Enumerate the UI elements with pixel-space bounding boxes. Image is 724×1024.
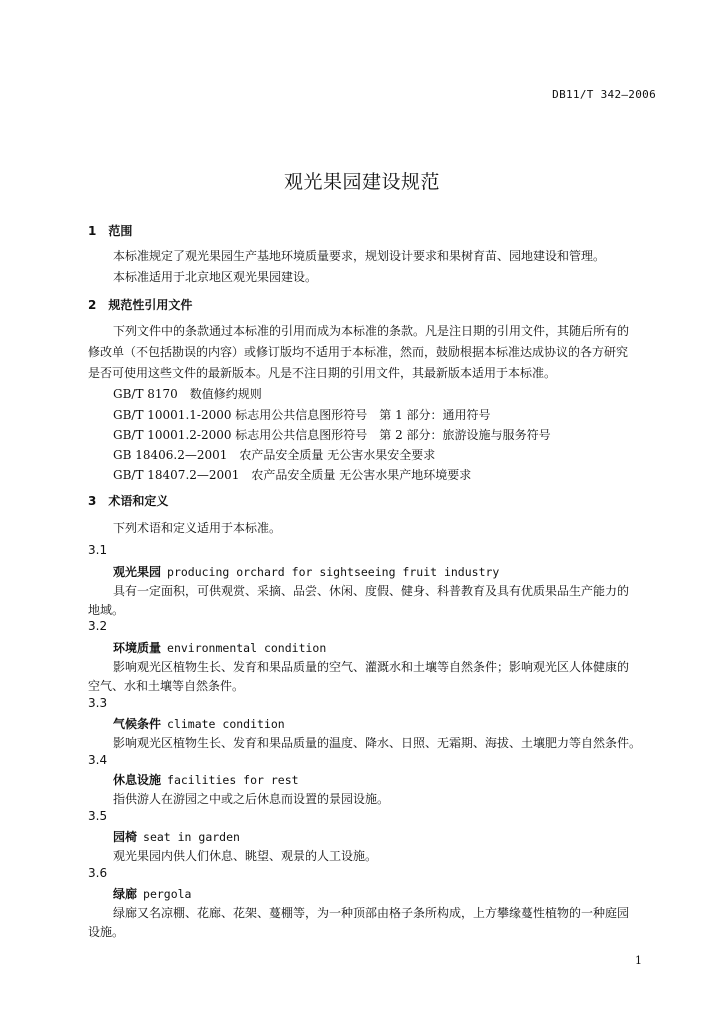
definition-line: 观光果园内供人们休息、眺望、观景的人工设施。 (113, 849, 378, 863)
definition-line: 设施。 (88, 925, 125, 939)
section-number: 3 (88, 494, 97, 508)
paragraph-line: 是否可使用这些文件的最新版本。凡是不注日期的引用文件，其最新版本适用于本标准。 (88, 366, 557, 380)
page-number: 1 (635, 954, 642, 967)
section-number: 1 (88, 224, 97, 238)
reference-item: GB/T 18407.2—2001 农产品安全质量 无公害水果产地环境要求 (113, 468, 472, 482)
term-entry (113, 885, 191, 902)
term-entry (113, 639, 326, 656)
reference-item: GB 18406.2—2001 农产品安全质量 无公害水果安全要求 (113, 448, 436, 462)
definition-line: 地域。 (88, 603, 125, 617)
definition-line: 绿廊又名凉棚、花廊、花架、蔓棚等，为一种顶部由格子条所构成，上方攀缘蔓性植物的一种庭园 (113, 906, 630, 920)
term-zh: 气候条件 (113, 717, 162, 731)
term-en: facilities for rest (167, 773, 299, 787)
definition-line: 影响观光区植物生长、发育和果品质量的空气、灌溉水和土壤等自然条件；影响观光区人体健康的 (113, 660, 630, 674)
section-number: 2 (88, 298, 97, 312)
definition-line: 指供游人在游园之中或之后休息而设置的景园设施。 (113, 792, 390, 806)
clause-number: 3.2 (88, 619, 108, 633)
term-entry (113, 715, 285, 732)
document-title: 观光果园建设规范 (283, 171, 440, 193)
section-1-heading (88, 222, 132, 239)
term-en: seat in garden (143, 830, 240, 844)
term-zh: 休息设施 (113, 773, 162, 787)
section-title: 规范性引用文件 (108, 298, 193, 312)
clause-number: 3.6 (88, 866, 108, 880)
section-3-heading (88, 492, 168, 509)
term-zh: 园椅 (113, 830, 138, 844)
definition-line: 具有一定面积，可供观赏、采摘、品尝、休闲、度假、健身、科普教育及具有优质果品生产能力的 (113, 584, 630, 598)
clause-number: 3.3 (88, 696, 108, 710)
term-entry (113, 771, 299, 788)
term-zh: 绿廊 (113, 887, 138, 901)
reference-item: GB/T 10001.2-2000 标志用公共信息图形符号 第 2 部分：旅游设施与服务符号 (113, 428, 551, 442)
clause-number: 3.4 (88, 753, 108, 767)
standard-code: DB11/T 342—2006 (552, 88, 656, 101)
paragraph: 本标准适用于北京地区观光果园建设。 (113, 270, 318, 284)
definition-line: 空气、水和土壤等自然条件。 (88, 679, 245, 693)
paragraph: 本标准规定了观光果园生产基地环境质量要求，规划设计要求和果树育苗、园地建设和管理。 (113, 249, 606, 263)
clause-number: 3.1 (88, 543, 108, 557)
term-en: producing orchard for sightseeing fruit industry (167, 565, 500, 579)
section-title: 范围 (108, 224, 133, 238)
term-zh: 观光果园 (113, 565, 162, 579)
paragraph: 下列术语和定义适用于本标准。 (113, 521, 282, 535)
term-entry (113, 563, 499, 580)
paragraph-line: 修改单（不包括勘误的内容）或修订版均不适用于本标准，然而，鼓励根据本标准达成协议的各方研究 (88, 345, 629, 359)
term-entry (113, 828, 240, 845)
term-en: environmental condition (167, 641, 327, 655)
paragraph-line: 下列文件中的条款通过本标准的引用而成为本标准的条款。凡是注日期的引用文件，其随后所有的 (113, 324, 630, 338)
reference-item: GB/T 10001.1-2000 标志用公共信息图形符号 第 1 部分：通用符号 (113, 408, 491, 422)
section-2-heading (88, 296, 192, 313)
term-zh: 环境质量 (113, 641, 162, 655)
section-title: 术语和定义 (108, 494, 169, 508)
clause-number: 3.5 (88, 809, 108, 823)
term-en: pergola (143, 887, 192, 901)
term-en: climate condition (167, 717, 285, 731)
reference-item: GB/T 8170 数值修约规则 (113, 387, 262, 401)
definition-line: 影响观光区植物生长、发育和果品质量的温度、降水、日照、无霜期、海拔、土壤肥力等自然条件。 (113, 736, 642, 750)
